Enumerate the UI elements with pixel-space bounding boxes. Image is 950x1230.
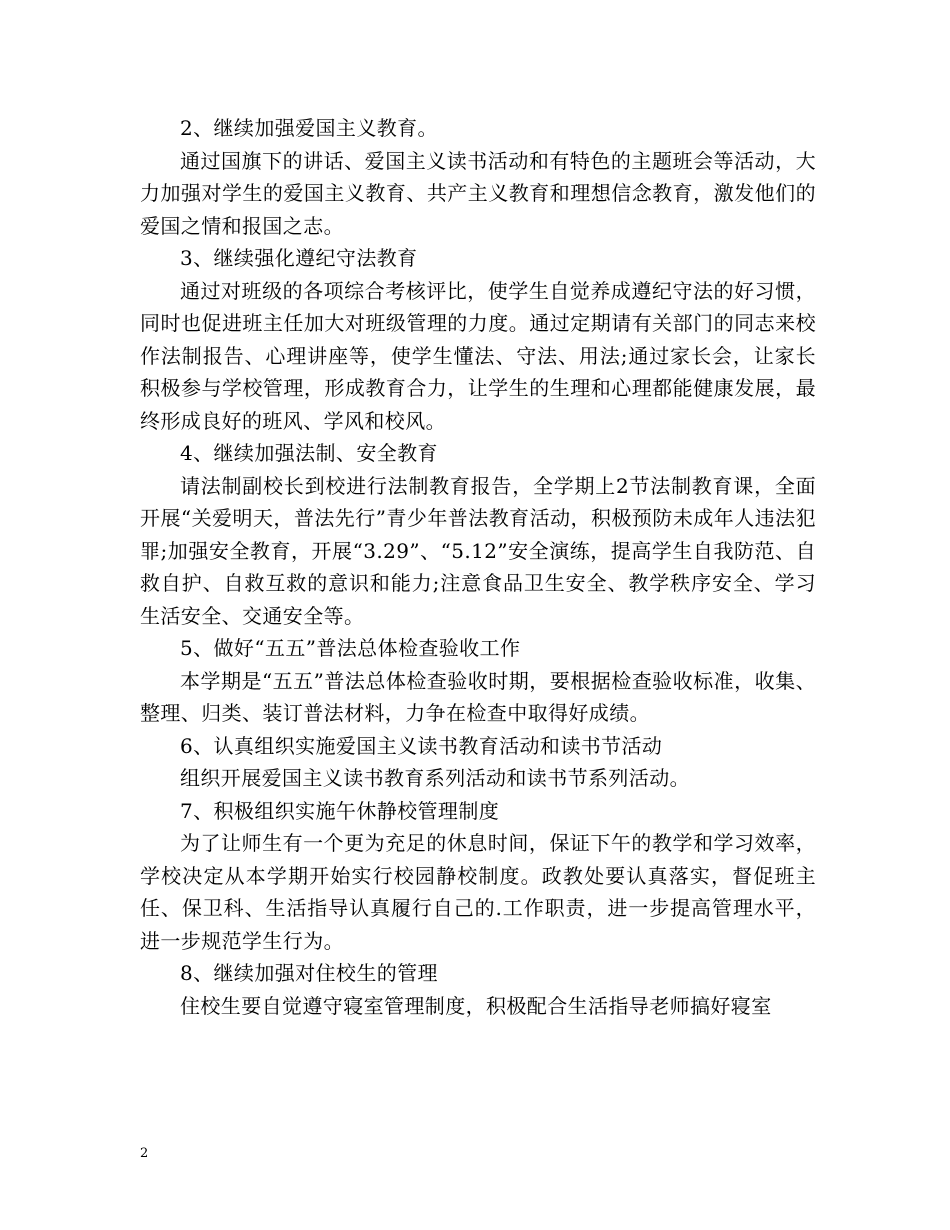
section-heading: 6、认真组织实施爱国主义读书教育活动和读书节活动 xyxy=(180,733,663,758)
document-body xyxy=(140,112,816,1022)
body-paragraph: 本学期是“五五”普法总体检查验收时期，要根据检查验收标准，收集、整理、归类、装订普法材料，力争在检查中取得好成绩。 xyxy=(140,668,816,725)
section-heading: 3、继续强化遵纪守法教育 xyxy=(180,246,418,270)
section-heading: 8、继续加强对住校生的管理 xyxy=(180,961,438,985)
section-heading: 4、继续加强法制、安全教育 xyxy=(180,441,438,465)
body-paragraph: 组织开展爱国主义读书教育系列活动和读书节系列活动。 xyxy=(180,766,690,790)
body-paragraph: 请法制副校长到校进行法制教育报告，全学期上2节法制教育课，全面开展“关爱明天，普法先行”青少年普法教育活动，积极预防未成年人违法犯罪;加强安全教育，开展“3.29”、“5.12”安全演练，提高学生自我防范、自救自护、自救互救的意识和能力;注意食品卫生安全、教学秩序安全、学习生活安全、交通安全等。 xyxy=(140,473,816,628)
body-paragraph: 住校生要自觉遵守寝室管理制度，积极配合生活指导老师搞好寝室 xyxy=(180,993,772,1018)
section-heading: 7、积极组织实施午休静校管理制度 xyxy=(180,798,500,823)
body-paragraph: 通过对班级的各项综合考核评比，使学生自觉养成遵纪守法的好习惯，同时也促进班主任加大对班级管理的力度。通过定期请有关部门的同志来校作法制报告、心理讲座等，使学生懂法、守法、用法;通过家长会，让家长积极参与学校管理，形成教育合力，让学生的生理和心理都能健康发展，最终形成良好的班风、学风和校风。 xyxy=(140,278,816,433)
body-paragraph: 为了让师生有一个更为充足的休息时间，保证下午的教学和学习效率，学校决定从本学期开始实行校园静校制度。政教处要认真落实，督促班主任、保卫科、生活指导认真履行自己的.工作职责，进一步提高管理水平，进一步规范学生行为。 xyxy=(140,831,816,953)
section-heading: 2、继续加强爱国主义教育。 xyxy=(180,116,438,140)
section-heading: 5、做好“五五”普法总体检查验收工作 xyxy=(180,636,521,660)
page-number: 2 xyxy=(140,1146,149,1161)
body-paragraph: 通过国旗下的讲话、爱国主义读书活动和有特色的主题班会等活动，大力加强对学生的爱国主义教育、共产主义教育和理想信念教育，激发他们的爱国之情和报国之志。 xyxy=(140,148,816,238)
